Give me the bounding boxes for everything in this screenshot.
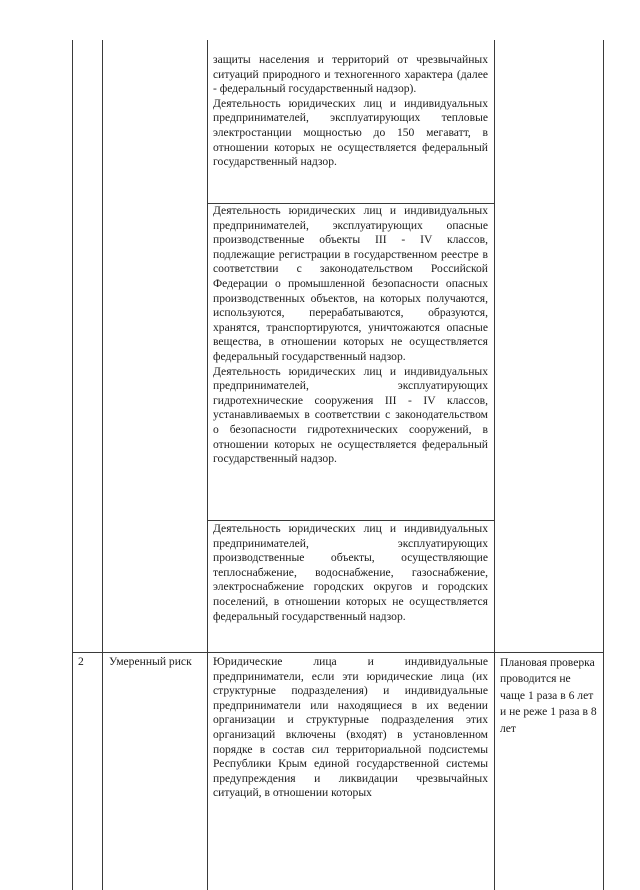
table-border-left <box>72 40 73 890</box>
paragraph: Юридические лица и индивидуальные предприниматели, если эти юридические лица (их структурные подразделения) и индивидуальные предприниматели или находящиеся в их ведении организации и структурные подразделения этих организаций включены (входят) в установленном порядке в состав сил территориальной подсистемы Республики Крым единой государственной системы предупреждения и ликвидации чрезвычайных ситуаций, в отношении которых <box>213 655 488 800</box>
table-border-col1 <box>102 40 103 890</box>
row2-block1 <box>213 655 488 801</box>
inspection-period: Плановая проверка проводится не чаще 1 раза в 6 лет и не реже 1 раза в 8 лет <box>500 656 597 735</box>
paragraph: Деятельность юридических лиц и индивидуальных предпринимателей, эксплуатирующих опасные производственные объекты III - IV классов, подлежащие регистрации в государственном реестре в соответствии с законодательством Российской Федерации о промышленной безопасности опасных производственных объектов, на которых получаются, используются, перерабатываются, образуются, хранятся, транспортируются, уничтожаются опасные вещества, в отношении которых не осуществляется федеральный государственный надзор. <box>213 204 488 363</box>
risk-category: Умеренный риск <box>109 655 192 668</box>
table-border-col3 <box>494 40 495 890</box>
paragraph: Деятельность юридических лиц и индивидуальных предпринимателей, эксплуатирующих производственные объекты, осуществляющие теплоснабжение, водоснабжение, газоснабжение, электроснабжение городских округов и городских поселений, в отношении которых не осуществляется федеральный государственный надзор. <box>213 522 488 623</box>
table-border-col2 <box>207 40 208 890</box>
paragraph: защиты населения и территорий от чрезвычайных ситуаций природного и техногенного характера (далее - федеральный государственный надзор). <box>213 53 488 96</box>
block-separator-2 <box>207 520 494 521</box>
table-border-right <box>603 40 604 890</box>
row1-block1 <box>213 53 488 170</box>
row1-block2 <box>213 204 488 467</box>
paragraph: Деятельность юридических лиц и индивидуальных предпринимателей, эксплуатирующих тепловые электростанции мощностью до 150 мегаватт, в отношении которых не осуществляется федеральный государственный надзор. <box>213 96 488 169</box>
row1-block3 <box>213 522 488 624</box>
row-number: 2 <box>78 655 84 668</box>
row-separator <box>72 652 603 653</box>
paragraph: Деятельность юридических лиц и индивидуальных предпринимателей, эксплуатирующих гидротехнические сооружения III - IV классов, устанавливаемых в соответствии с законодательством о безопасности гидротехнических сооружений, в отношении которых не осуществляется федеральный государственный надзор. <box>213 364 488 466</box>
